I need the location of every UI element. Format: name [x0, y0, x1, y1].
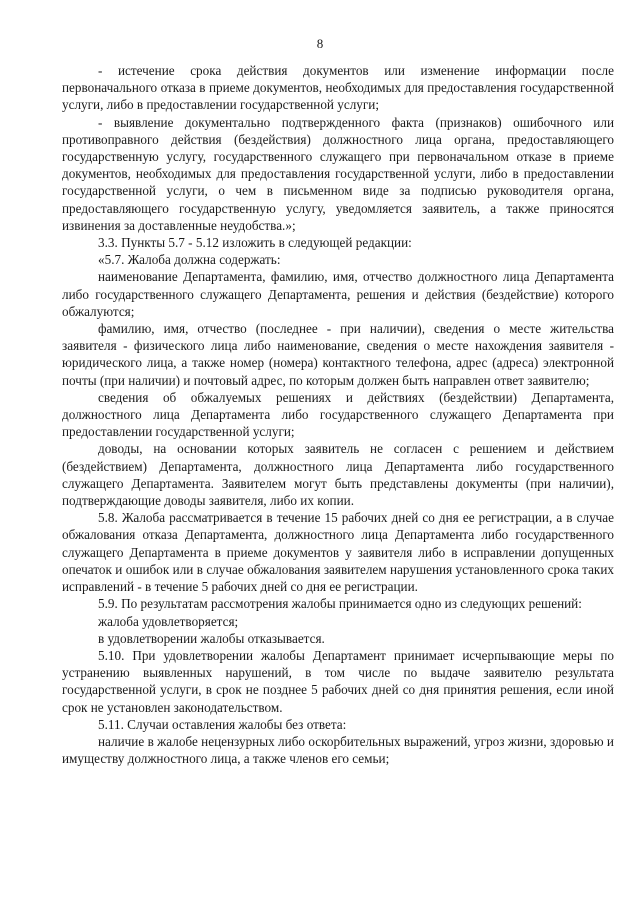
paragraph: наличие в жалобе нецензурных либо оскорбительных выражений, угроз жизни, здоровью и имуществу должностного лица, а также членов его семьи; — [62, 733, 614, 767]
paragraph: наименование Департамента, фамилию, имя, отчество должностного лица Департамента либо государственного служащего Департамента, решения и действия (бездействие) которого обжалуются; — [62, 269, 614, 319]
paragraph: 5.11. Случаи оставления жалобы без ответа: — [98, 716, 347, 732]
paragraph: «5.7. Жалоба должна содержать: — [98, 252, 281, 268]
paragraph: 5.8. Жалоба рассматривается в течение 15 рабочих дней со дня ее регистрации, а в случае обжалования отказа Департамента, должностного лица Департамента либо государственного служащего Департамента в приеме документов у заявителя либо в исправлении допущенных опечаток и ошибок или в случае обжалования заявителем нарушения установленного срока таких исправлений - в течение 5 рабочих дней со дня ее регистрации. — [62, 510, 614, 595]
paragraph: - выявление документально подтвержденного факта (признаков) ошибочного или противоправного действия (бездействия) должностного лица органа, предоставляющего государственную услугу, государственного служащего при первоначальном отказе в приеме документов, необходимых для предоставления государственной услуги, либо в предоставлении государственной услуги, о чем в письменном виде за подписью руководителя органа, предоставляющего государственную услугу, уведомляется заявитель, а также приносятся извинения за доставленные неудобства.»; — [62, 114, 614, 233]
paragraph: 5.10. При удовлетворении жалобы Департамент принимает исчерпывающие меры по устранению выявленных нарушений, в том числе по выдаче заявителю результата государственной услуги, в срок не позднее 5 рабочих дней со дня принятия решения, если иной срок не установлен законодательством. — [62, 647, 614, 715]
paragraph: доводы, на основании которых заявитель не согласен с решением и действием (бездействием) Департамента, должностного лица Департамента либо государственного служащего Департамента. Заявителем могут быть представлены документы (при наличии), подтверждающие доводы заявителя, либо их копии. — [62, 441, 614, 509]
paragraph: в удовлетворении жалобы отказывается. — [98, 630, 325, 646]
paragraph: 3.3. Пункты 5.7 - 5.12 изложить в следующей редакции: — [98, 235, 412, 251]
page-number: 8 — [316, 36, 324, 51]
paragraph: - истечение срока действия документов или изменение информации после первоначального отказа в приеме документов, необходимых для предоставления государственной услуги, либо в предоставлении государственной услуги; — [62, 63, 614, 113]
paragraph: сведения об обжалуемых решениях и действиях (бездействии) Департамента, должностного лица Департамента либо государственного служащего Департамента при предоставлении государственной услуги; — [62, 389, 614, 440]
paragraph: 5.9. По результатам рассмотрения жалобы принимается одно из следующих решений: — [98, 596, 582, 612]
document-body — [62, 62, 614, 767]
paragraph: жалоба удовлетворяется; — [98, 613, 239, 629]
paragraph: фамилию, имя, отчество (последнее - при наличии), сведения о месте жительства заявителя - физического лица либо наименование, сведения о месте нахождения заявителя - юридического лица, а также номер (номера) контактного телефона, адрес (адреса) электронной почты (при наличии) и почтовый адрес, по которым должен быть направлен ответ заявителю; — [62, 321, 614, 388]
